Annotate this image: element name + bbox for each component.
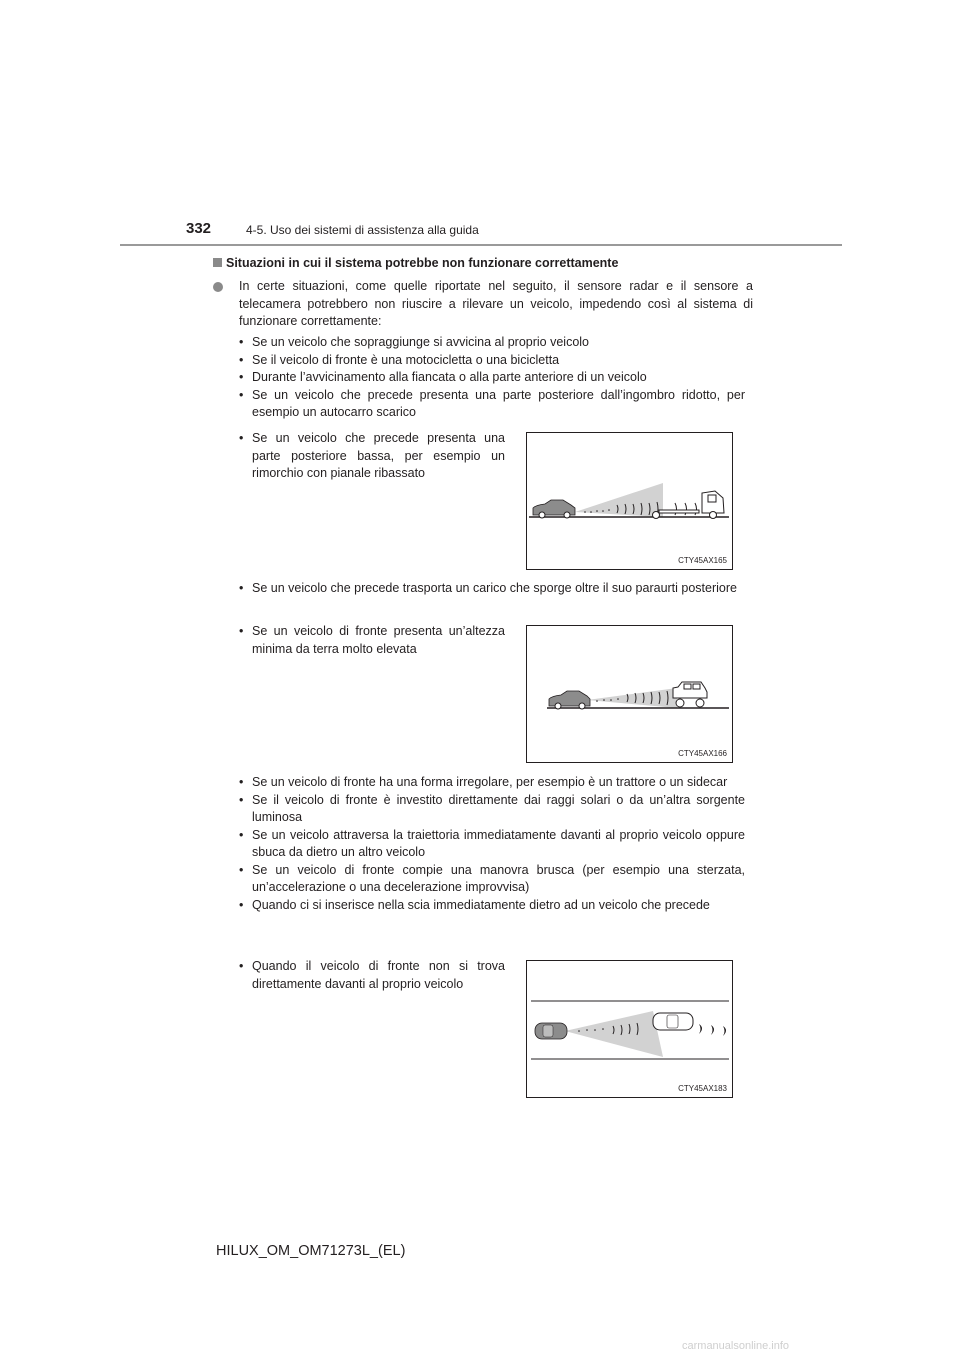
list-item: • Se un veicolo di fronte compie una manovra brusca (per esempio una sterzata, un’accelerazione o una decelerazione improvvisa) [237,862,745,897]
bullet-list-fig2 [237,623,505,658]
list-item: • Quando il veicolo di fronte non si trova direttamente davanti al proprio veicolo [237,958,505,993]
figure-low-trailer [526,432,733,570]
bullet-list-c [237,774,745,914]
high-clearance-illustration [527,626,732,762]
subsection-heading [213,256,618,270]
bullet-list-fig3 [237,958,505,993]
list-item: • Se un veicolo che precede presenta una parte posteriore dall’ingombro ridotto, per esempio un autocarro scarico [237,387,745,422]
list-item: • Se un veicolo di fronte ha una forma irregolare, per esempio è un trattore o un sidecar [237,774,745,792]
figure-code: CTY45AX166 [678,749,727,758]
list-item: • Durante l’avvicinamento alla fiancata o alla parte anteriore di un veicolo [237,369,745,387]
figure-high-clearance [526,625,733,763]
figure-code: CTY45AX183 [678,1084,727,1093]
footer-code: HILUX_OM_OM71273L_(EL) [216,1243,406,1259]
heading-text: Situazioni in cui il sistema potrebbe non funzionare correttamente [226,256,619,270]
watermark: carmanualsonline.info [682,1340,790,1352]
intro-item [213,278,753,331]
bullet-list-b [237,580,745,598]
offset-vehicle-illustration [527,961,732,1097]
page-number: 332 [186,220,212,237]
list-item: • Se un veicolo di fronte presenta un’altezza minima da terra molto elevata [237,623,505,658]
list-item: • Se il veicolo di fronte è investito direttamente dai raggi solari o da un’altra sorgente luminosa [237,792,745,827]
circle-bullet-icon [213,282,223,292]
list-item: • Se il veicolo di fronte è una motocicletta o una bicicletta [237,352,745,370]
section-title: 4-5. Uso dei sistemi di assistenza alla guida [246,223,479,237]
intro-text: In certe situazioni, come quelle riportate nel seguito, il sensore radar e il sensore a telecamera potrebbero non riuscire a rilevare un veicolo, impedendo così al sistema di funzionare correttamente: [239,279,753,328]
bullet-list-fig1 [237,430,505,483]
list-item: • Se un veicolo che precede trasporta un carico che sporge oltre il suo paraurti posteriore [237,580,745,598]
figure-offset-vehicle [526,960,733,1098]
list-item: • Se un veicolo attraversa la traiettoria immediatamente davanti al proprio veicolo oppure sbuca da dietro un altro veicolo [237,827,745,862]
list-item: • Se un veicolo che sopraggiunge si avvicina al proprio veicolo [237,334,745,352]
low-trailer-illustration [527,433,732,569]
header-rule [120,244,842,246]
figure-code: CTY45AX165 [678,556,727,565]
square-bullet-icon [213,258,222,267]
bullet-list-a [237,334,745,422]
list-item: • Quando ci si inserisce nella scia immediatamente dietro ad un veicolo che precede [237,897,745,915]
list-item: • Se un veicolo che precede presenta una parte posteriore bassa, per esempio un rimorchio con pianale ribassato [237,430,505,483]
